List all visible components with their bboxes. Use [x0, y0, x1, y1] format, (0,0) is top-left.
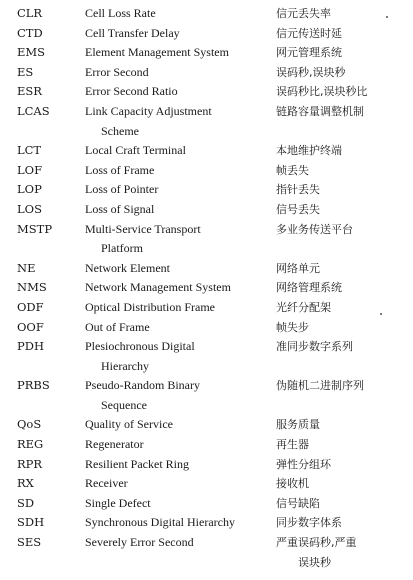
chinese-translation-line: 链路容量调整机制 [276, 104, 364, 118]
english-term-line: Synchronous Digital Hierarchy [85, 515, 235, 530]
entry-english-term [85, 337, 276, 376]
entry-abbreviation: SD [17, 495, 35, 510]
chinese-translation-line: 准同步数字系列 [276, 340, 353, 354]
glossary-entry [0, 337, 413, 376]
entry-abbreviation: PDH [17, 339, 44, 354]
glossary-entry [0, 63, 413, 83]
entry-abbreviation: PRBS [17, 378, 50, 393]
chinese-translation-line: 信元丢失率 [276, 7, 331, 20]
entry-chinese-translation [276, 102, 413, 122]
english-term-continuation: Sequence [101, 397, 147, 412]
glossary-entry [0, 24, 413, 44]
entry-chinese-translation [276, 43, 413, 63]
scan-speck [380, 313, 382, 315]
english-term-continuation: Scheme [101, 123, 139, 138]
entry-abbreviation: LCT [17, 143, 42, 158]
glossary-entry [0, 494, 413, 514]
english-term-continuation: Hierarchy [101, 358, 149, 373]
english-term-line: Quality of Service [85, 417, 173, 432]
chinese-translation-line: 网络单元 [276, 261, 320, 275]
english-term-line: Optical Distribution Frame [85, 299, 215, 314]
entry-chinese-translation [276, 220, 413, 240]
entry-chinese-translation [276, 161, 413, 181]
entry-english-term [85, 82, 276, 102]
chinese-translation-line: 伪随机二进制序列 [276, 379, 364, 393]
english-term-line: Single Defect [85, 495, 151, 510]
glossary-entry [0, 376, 413, 415]
chinese-translation-line: 本地维护终端 [276, 144, 342, 158]
chinese-translation-continuation: 误块秒 [298, 555, 331, 569]
english-term-line: Multi-Service Transport [85, 221, 201, 236]
chinese-translation-line: 网络管理系统 [276, 281, 342, 295]
entry-abbreviation: SDH [17, 515, 45, 530]
entry-english-term [85, 259, 276, 279]
english-term-continuation: Platform [101, 241, 143, 256]
entry-english-term [85, 180, 276, 200]
entry-english-term [85, 63, 276, 83]
english-term-line: Cell Transfer Delay [85, 25, 180, 40]
entry-abbreviation: ODF [17, 299, 44, 314]
entry-english-term [85, 24, 276, 44]
english-term-line: Plesiochronous Digital [85, 339, 195, 354]
entry-abbreviation: RPR [17, 456, 43, 471]
entry-abbreviation: LOS [17, 201, 42, 216]
glossary-entry [0, 102, 413, 141]
entry-english-term [85, 200, 276, 220]
glossary-entry [0, 298, 413, 318]
glossary-entry [0, 259, 413, 279]
english-term-line: Cell Loss Rate [85, 6, 156, 20]
entry-english-term [85, 318, 276, 338]
chinese-translation-line: 光纤分配架 [276, 300, 331, 314]
entry-english-term [85, 161, 276, 181]
english-term-line: Network Element [85, 260, 170, 275]
entry-chinese-translation [276, 278, 413, 298]
english-term-line: Loss of Pointer [85, 182, 159, 197]
chinese-translation-line: 误码秒,误块秒 [276, 65, 346, 79]
entry-english-term [85, 435, 276, 455]
english-term-line: Out of Frame [85, 319, 150, 334]
entry-abbreviation: ES [17, 64, 34, 79]
english-term-line: Error Second [85, 64, 149, 79]
entry-chinese-translation [276, 513, 413, 533]
chinese-translation-line: 严重误码秒,严重 [276, 536, 357, 550]
entry-chinese-translation [276, 82, 413, 102]
entry-chinese-translation [276, 141, 413, 161]
english-term-line: Receiver [85, 476, 128, 491]
entry-abbreviation: EMS [17, 45, 46, 60]
chinese-translation-line: 再生器 [276, 438, 309, 452]
glossary-entry [0, 4, 413, 24]
entry-english-term [85, 494, 276, 514]
chinese-translation-line: 信元传送时延 [276, 26, 342, 40]
chinese-translation-line: 服务质量 [276, 418, 320, 432]
entry-chinese-translation [276, 4, 413, 24]
glossary-entry [0, 533, 413, 572]
entry-english-term [85, 278, 276, 298]
glossary-entry [0, 435, 413, 455]
english-term-line: Link Capacity Adjustment [85, 103, 212, 118]
entry-english-term [85, 474, 276, 494]
entry-chinese-translation [276, 435, 413, 455]
chinese-translation-line: 信号丢失 [276, 202, 320, 216]
english-term-line: Pseudo-Random Binary [85, 378, 200, 393]
entry-abbreviation: LCAS [17, 103, 50, 118]
entry-chinese-translation [276, 200, 413, 220]
entry-chinese-translation [276, 337, 413, 357]
entry-abbreviation: ESR [17, 84, 42, 99]
glossary-entry [0, 220, 413, 259]
entry-abbreviation: QoS [17, 417, 42, 432]
entry-chinese-translation [276, 415, 413, 435]
glossary-entry [0, 180, 413, 200]
english-term-line: Loss of Signal [85, 201, 155, 216]
entry-english-term [85, 298, 276, 318]
entry-chinese-translation [276, 474, 413, 494]
glossary-entry [0, 161, 413, 181]
entry-chinese-translation [276, 455, 413, 475]
entry-chinese-translation [276, 376, 413, 396]
entry-chinese-translation [276, 180, 413, 200]
glossary-entry [0, 415, 413, 435]
entry-english-term [85, 43, 276, 63]
glossary-entry [0, 474, 413, 494]
english-term-line: Element Management System [85, 45, 229, 60]
chinese-translation-line: 帧失步 [276, 320, 309, 334]
chinese-translation-line: 帧丢失 [276, 163, 309, 177]
entry-english-term [85, 141, 276, 161]
entry-abbreviation: CTD [17, 25, 43, 40]
english-term-line: Resilient Packet Ring [85, 456, 189, 471]
chinese-translation-line: 弹性分组环 [276, 457, 331, 471]
entry-abbreviation: OOF [17, 319, 44, 334]
chinese-translation-line: 同步数字体系 [276, 516, 342, 530]
chinese-translation-line: 接收机 [276, 477, 309, 491]
entry-english-term [85, 415, 276, 435]
entry-english-term [85, 513, 276, 533]
abbreviation-glossary [0, 4, 413, 572]
entry-abbreviation: REG [17, 437, 44, 452]
chinese-translation-line: 多业务传送平台 [276, 222, 353, 236]
entry-chinese-translation [276, 24, 413, 44]
entry-abbreviation: LOF [17, 162, 43, 177]
entry-chinese-translation [276, 259, 413, 279]
glossary-entry [0, 278, 413, 298]
scan-speck [386, 16, 388, 18]
entry-abbreviation: SES [17, 535, 42, 550]
entry-english-term [85, 102, 276, 141]
english-term-line: Network Management System [85, 280, 231, 295]
glossary-entry [0, 455, 413, 475]
english-term-line: Severely Error Second [85, 535, 194, 550]
english-term-line: Regenerator [85, 437, 144, 452]
entry-english-term [85, 533, 276, 553]
entry-english-term [85, 4, 276, 24]
chinese-translation-line: 网元管理系统 [276, 46, 342, 60]
chinese-translation-line: 指针丢失 [276, 183, 320, 197]
entry-abbreviation: NMS [17, 280, 47, 295]
entry-english-term [85, 455, 276, 475]
entry-chinese-translation [276, 298, 413, 318]
english-term-line: Error Second Ratio [85, 84, 178, 99]
glossary-entry [0, 43, 413, 63]
entry-english-term [85, 376, 276, 415]
chinese-translation-line: 信号缺陷 [276, 496, 320, 510]
entry-chinese-translation [276, 318, 413, 338]
entry-abbreviation: CLR [17, 6, 43, 20]
glossary-entry [0, 513, 413, 533]
entry-chinese-translation [276, 494, 413, 514]
entry-abbreviation: LOP [17, 182, 42, 197]
english-term-line: Loss of Frame [85, 162, 155, 177]
entry-abbreviation: MSTP [17, 221, 53, 236]
glossary-entry [0, 318, 413, 338]
glossary-entry [0, 200, 413, 220]
entry-chinese-translation [276, 63, 413, 83]
entry-abbreviation: RX [17, 476, 34, 491]
english-term-line: Local Craft Terminal [85, 143, 186, 158]
glossary-entry [0, 82, 413, 102]
entry-chinese-translation [276, 533, 413, 572]
entry-abbreviation: NE [17, 260, 36, 275]
glossary-entry [0, 141, 413, 161]
chinese-translation-line: 误码秒比,误块秒比 [276, 85, 368, 99]
entry-english-term [85, 220, 276, 259]
